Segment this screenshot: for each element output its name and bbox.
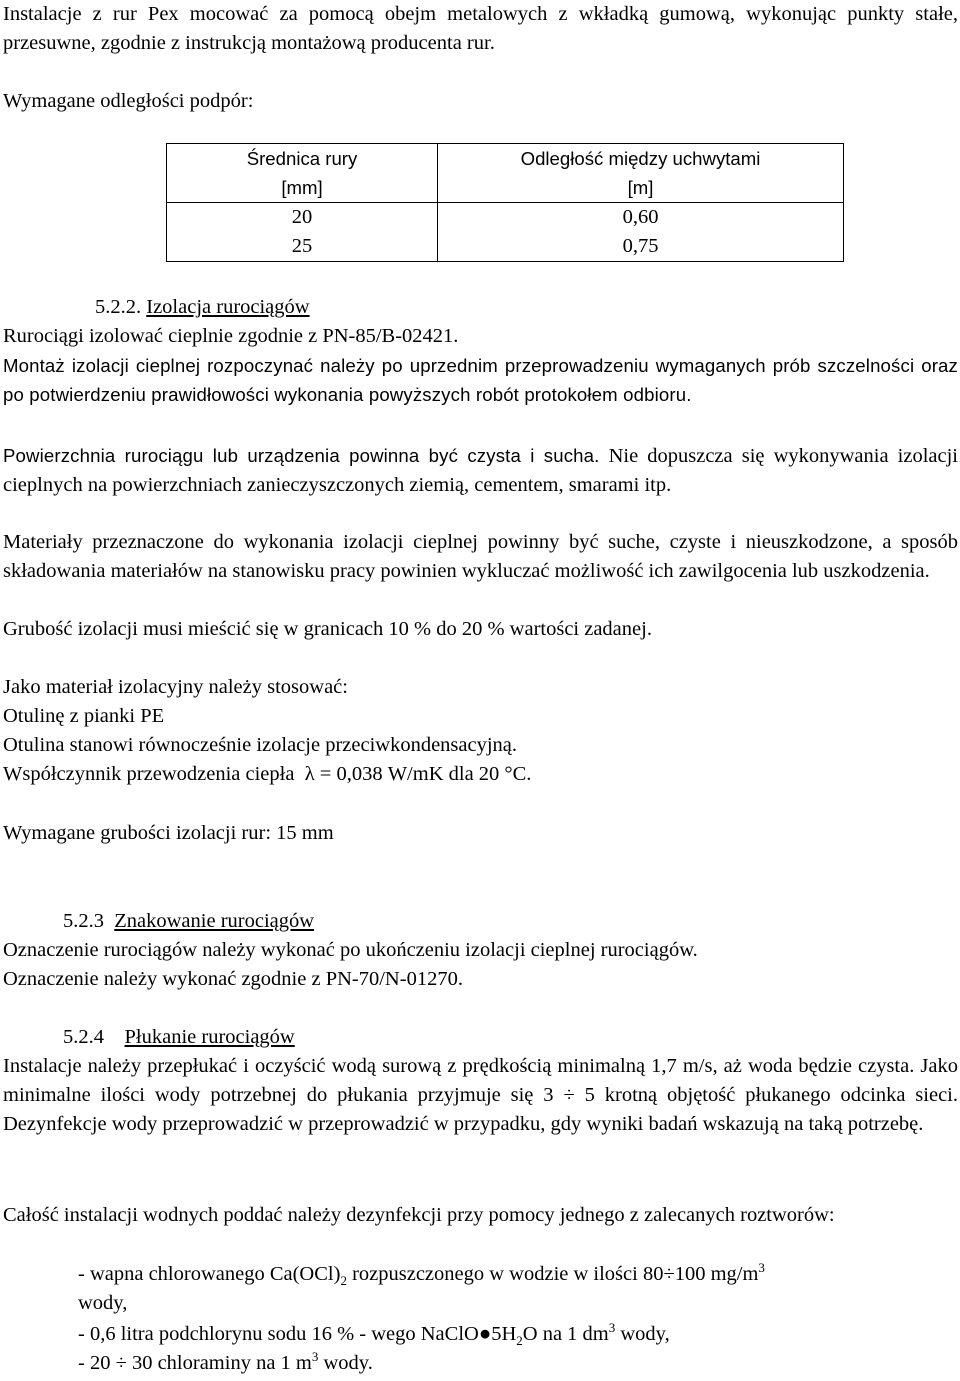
section-524-heading — [63, 1023, 295, 1052]
list-item-2-text-c: wody, — [615, 1323, 670, 1345]
section-522-p4: Materiały przeznaczone do wykonania izolacji cieplnej powinny być suche, czyste i nieuszkodzone, a sposób składowania materiałów na stanowisku pracy powinien wykluczać możliwość ich zawilgocenia lub uszkodzenia. — [3, 531, 958, 583]
insulation-thickness: Wymagane grubości izolacji rur: 15 mm — [3, 822, 334, 844]
table-row — [167, 203, 844, 233]
conductivity-line — [3, 760, 958, 789]
section-523-heading — [63, 907, 314, 936]
list-item — [78, 1349, 958, 1378]
list-item-2-sup: 3 — [608, 1320, 616, 1336]
intro-paragraph: Instalacje z rur Pex mocować za pomocą obejm metalowych z wkładką gumową, wykonując punkty stałe, przesuwne, zgodnie z instrukcją montażową producenta rur. — [3, 3, 958, 55]
cell-diameter: 25 — [167, 232, 438, 262]
list-item-3-text-b: wody. — [318, 1352, 373, 1374]
list-item-1-text-c: wody, — [78, 1292, 128, 1315]
section-523-number: 5.2.3 — [63, 910, 104, 932]
section-523-title: Znakowanie rurociągów — [114, 910, 315, 932]
material-desc: Otulina stanowi równocześnie izolacje przeciwkondensacyjną. — [3, 734, 518, 756]
section-522-heading — [95, 293, 310, 322]
list-item-1-text-a: - wapna chlorowanego Ca(OCl) — [78, 1263, 341, 1285]
list-item-2-text-b: O na 1 dm — [522, 1323, 609, 1345]
cell-diameter: 20 — [167, 203, 438, 233]
cell-distance: 0,75 — [438, 232, 844, 262]
section-522-number: 5.2.2. — [95, 296, 142, 318]
section-522-p5: Grubość izolacji musi mieścić się w granicach 10 % do 20 % wartości zadanej. — [3, 618, 652, 640]
table-row — [167, 232, 844, 262]
section-523-p2: Oznaczenie należy wykonać zgodnie z PN-70/N-01270. — [3, 968, 463, 990]
supports-table — [166, 143, 844, 262]
section-522-p3a: Powierzchnia rurociągu lub urządzenia powinna być czysta i sucha. — [3, 445, 600, 466]
list-item-3-text-a: - 20 ÷ 30 chloraminy na 1 m — [78, 1352, 312, 1374]
header-diameter — [167, 144, 438, 203]
conductivity-value: = 0,038 W/mK dla 20 °C. — [319, 763, 532, 785]
conductivity-prefix: Współczynnik przewodzenia ciepła — [3, 763, 295, 785]
cell-distance: 0,60 — [438, 203, 844, 233]
header-diameter-line1: Średnica rury — [246, 148, 358, 169]
list-item-1-text-b: rozpuszczonego w wodzie w ilości 80÷100 mg/m — [346, 1263, 759, 1285]
list-item-2-sub: 2 — [516, 1333, 523, 1349]
list-item-1-sup: 3 — [758, 1260, 765, 1276]
section-522-p2: Montaż izolacji cieplnej rozpoczynać należy po uprzednim przeprowadzeniu wymaganych prób szczelności oraz po potwierdzeniu prawidłowości wykonania powyższych robót protokołem odbioru. — [3, 355, 958, 406]
header-diameter-line2: [mm] — [281, 177, 323, 198]
section-524-p1: Instalacje należy przepłukać i oczyścić wodą surową z prędkością minimalną 1,7 m/s, aż woda będzie czysta. Jako minimalne ilości wody potrzebnej do płukania przyjmuje się 3 ÷ 5 krotną objętość płukanego odcinka sieci. Dezynfekcje wody przeprowadzić w przeprowadzić w przypadku, gdy wyniki badań wskazują na taką potrzebę. — [3, 1055, 958, 1136]
list-item-2-text-a: - 0,6 litra podchlorynu sodu 16 % - wego NaClO●5H — [78, 1323, 517, 1345]
header-distance — [438, 144, 844, 203]
lambda-symbol: λ — [304, 763, 315, 785]
material-intro: Jako materiał izolacyjny należy stosować: — [3, 676, 348, 698]
section-524-number: 5.2.4 — [63, 1026, 104, 1048]
list-item-3-sup: 3 — [311, 1349, 319, 1365]
section-522-p3b: Nie dopuszcza się wykonywania izolacji cieplnych na powierzchniach zanieczyszczonych ziemią, cementem, smarami itp. — [3, 445, 958, 497]
section-524-p2: Całość instalacji wodnych poddać należy dezynfekcji przy pomocy jednego z zalecanych roztworów: — [3, 1204, 835, 1226]
list-item — [78, 1260, 958, 1318]
list-item — [78, 1320, 958, 1349]
section-523-p1: Oznaczenie rurociągów należy wykonać po ukończeniu izolacji cieplnej rurociągów. — [3, 939, 698, 961]
header-distance-line1: Odległość między uchwytami — [520, 148, 761, 169]
section-522-p3 — [3, 441, 958, 500]
section-522-p1: Rurociągi izolować cieplnie zgodnie z PN-85/B-02421. — [3, 325, 459, 347]
supports-label: Wymagane odległości podpór: — [3, 90, 254, 112]
material-name: Otulinę z pianki PE — [3, 705, 165, 727]
list-item-1-sub: 2 — [340, 1273, 347, 1289]
header-distance-line2: [m] — [627, 177, 654, 198]
section-524-title: Płukanie rurociągów — [124, 1026, 295, 1048]
table-header-row — [167, 144, 844, 203]
section-522-title: Izolacja rurociągów — [146, 296, 310, 318]
